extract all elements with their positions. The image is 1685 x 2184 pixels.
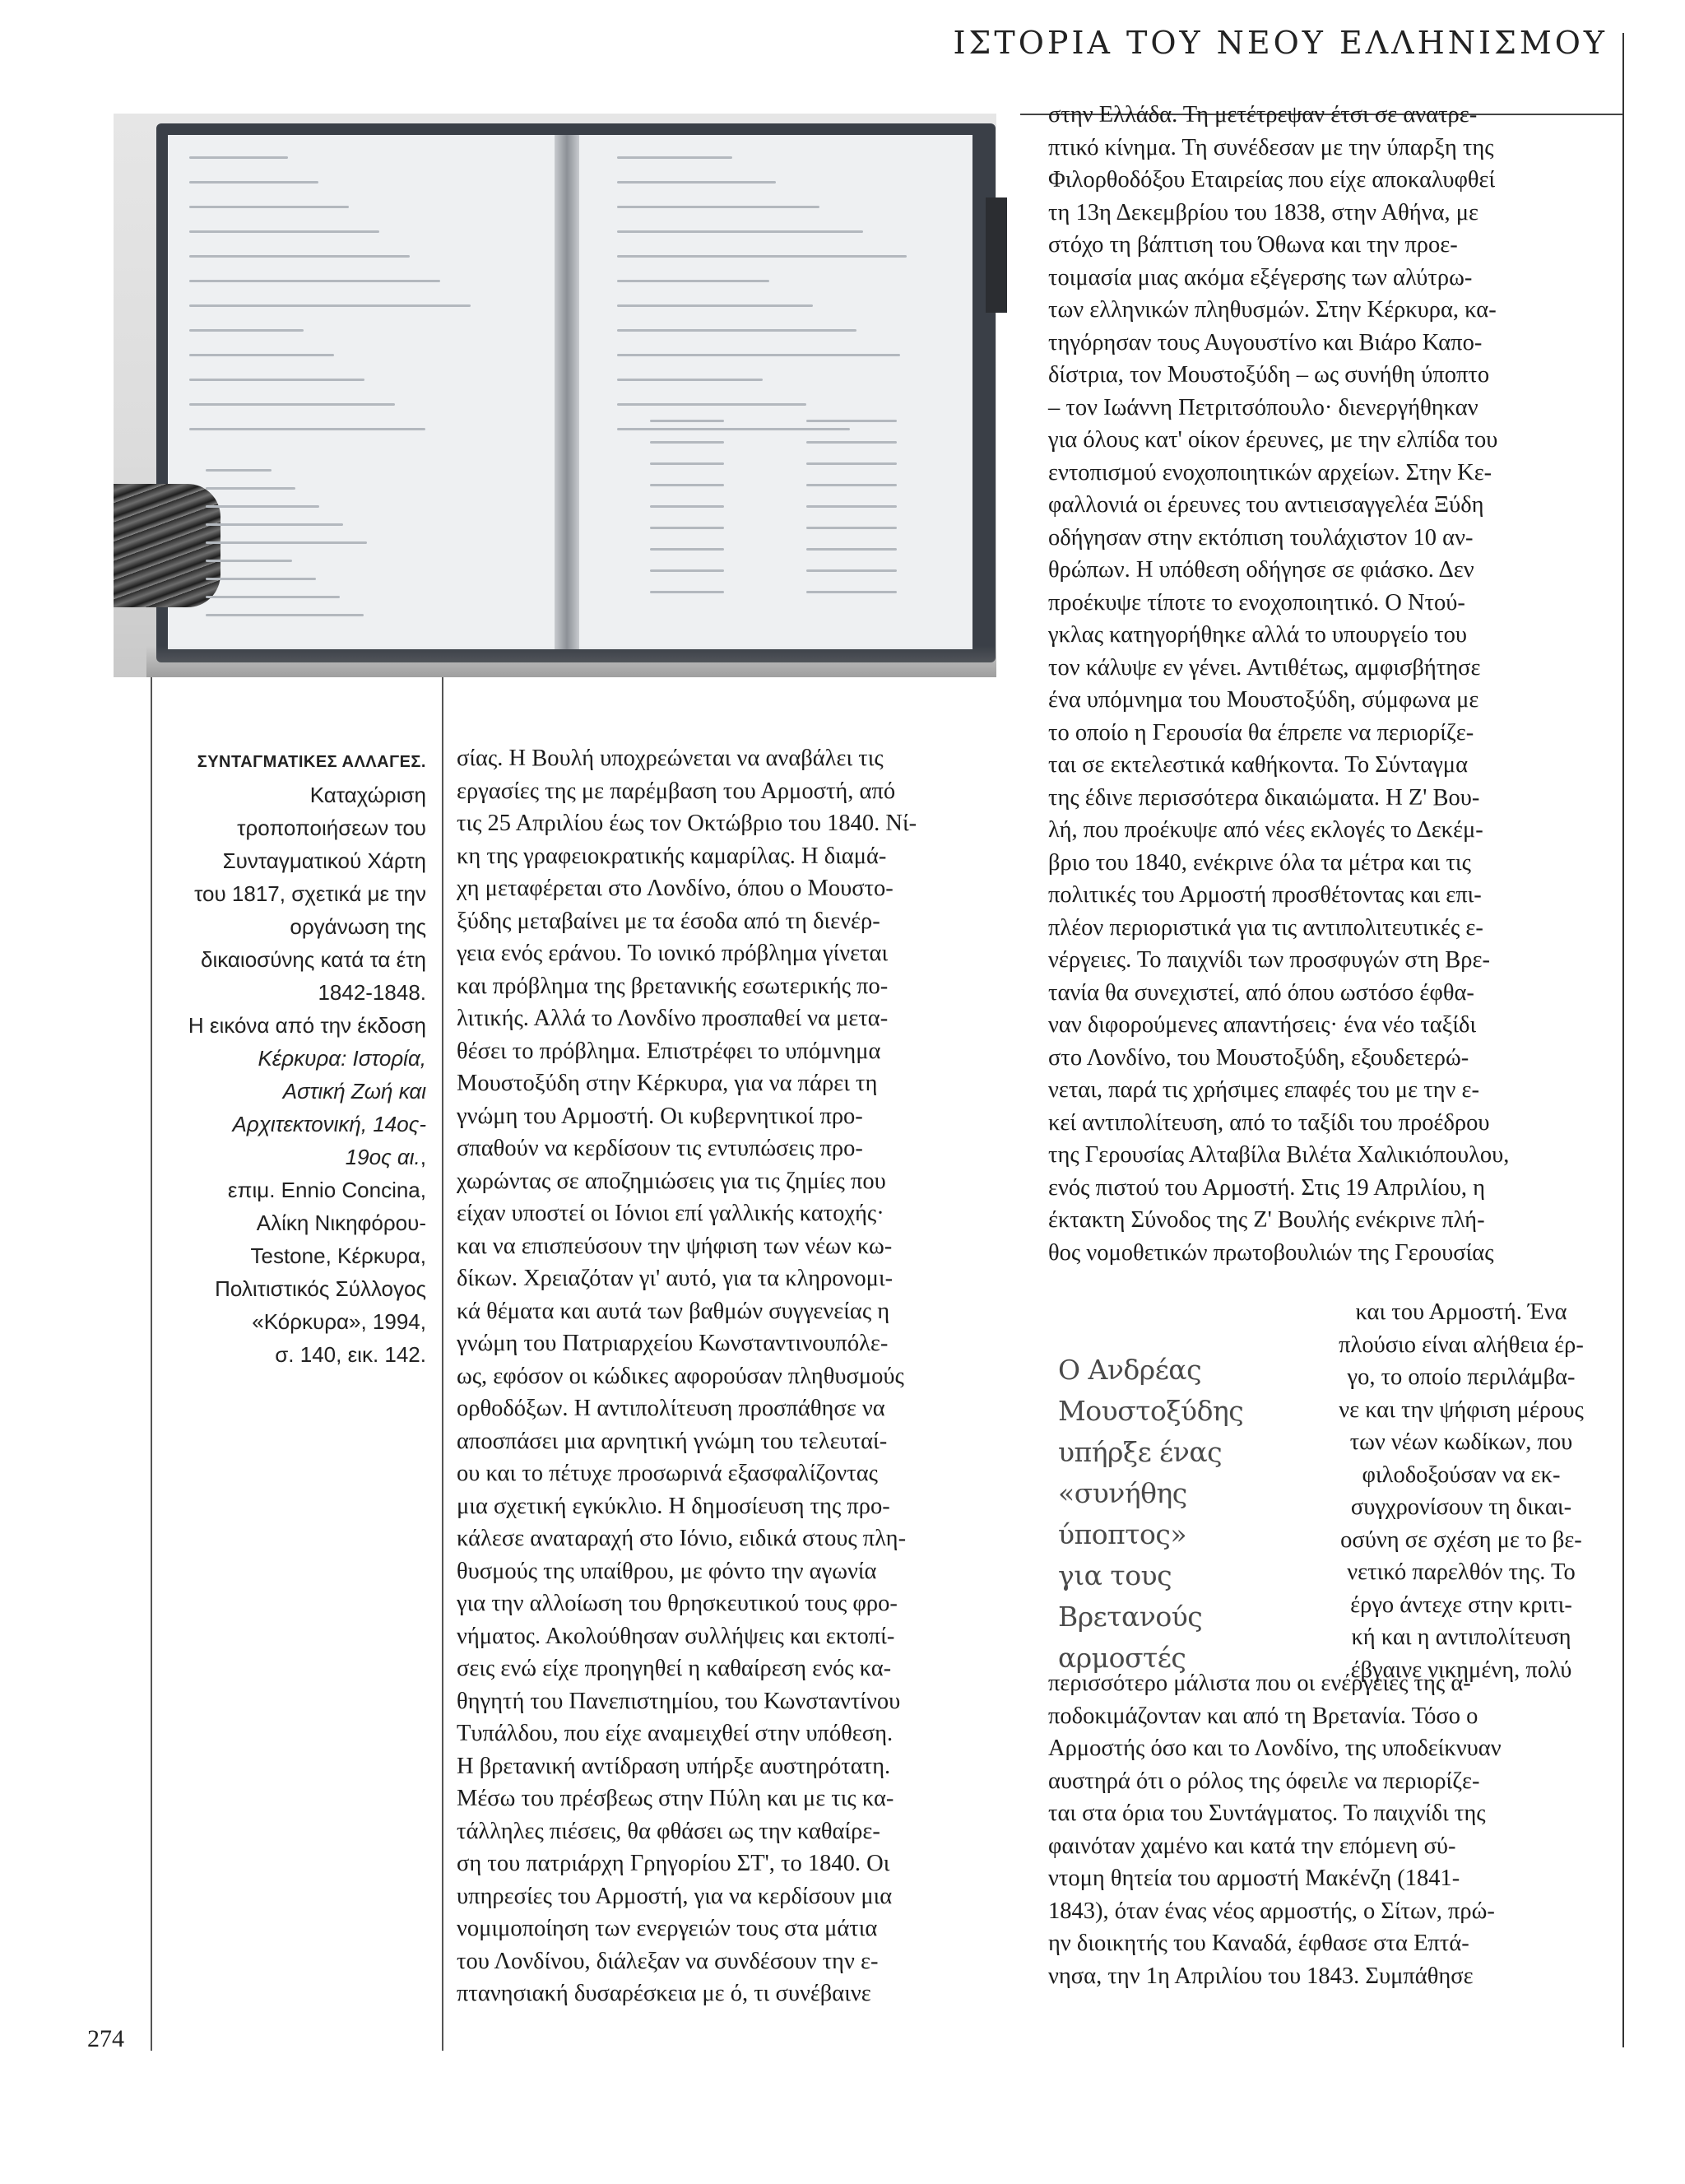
body-text-line: νεται, παρά τις χρήσιμες επαφές του με την ε- xyxy=(1048,1077,1480,1103)
body-text-line: ορθοδόξων. Η αντιπολίτευση προσπάθησε να xyxy=(457,1396,885,1421)
body-text-line: Τυπάλδου, που είχε αναμειχθεί στην υπόθεση. xyxy=(457,1721,894,1746)
ledger-photograph xyxy=(114,114,996,677)
ledger-right-page xyxy=(579,135,972,649)
body-text-line: νήματος. Ακολούθησαν συλλήψεις και εκτοπί- xyxy=(457,1623,895,1649)
caption-line-text: Πολιτιστικός Σύλλογος xyxy=(215,1276,426,1301)
handwriting-stroke xyxy=(206,614,364,616)
body-text-line: εργασίες της με παρέμβαση του Αρμοστή, από xyxy=(457,778,896,804)
handwriting-stroke xyxy=(650,441,724,444)
caption-line-text: του 1817, σχετικά με την xyxy=(194,881,426,906)
body-text-line: νετικό παρελθόν της. Το xyxy=(1347,1559,1576,1585)
pull-quote-line: Μουστοξύδης xyxy=(1058,1395,1244,1427)
body-column-right-narrow xyxy=(1310,1296,1613,1686)
caption-line-text: «Κόρκυρα», 1994, xyxy=(252,1309,426,1334)
body-text-line: νησα, την 1η Απριλίου του 1843. Συμπάθησε xyxy=(1048,1963,1474,1989)
handwriting-stroke xyxy=(650,548,724,551)
body-text-line: για όλους κατ' οίκον έρευνες, με την ελπίδα του xyxy=(1048,427,1498,453)
caption-line xyxy=(120,1338,426,1371)
body-text-line: για την αλλοίωση του θρησκευτικού τους φρο- xyxy=(457,1591,898,1616)
body-text-line: γο, το οποίο περιλάμβα- xyxy=(1347,1364,1576,1390)
body-text-line: δίκων. Χρειαζόταν γι' αυτό, για τα κληρονομι- xyxy=(457,1266,894,1291)
handwriting-stroke xyxy=(650,462,724,465)
body-text-line: 1843), όταν ένας νέος αρμοστής, ο Σίτων, πρώ- xyxy=(1048,1898,1495,1924)
body-text-line: νε και την ψήφιση μέρους xyxy=(1339,1396,1584,1423)
caption-line-text: τροποποιήσεων του xyxy=(237,816,426,840)
body-text-line: οδήγησαν στην εκτόπιση τουλάχιστον 10 αν- xyxy=(1048,524,1474,551)
body-text-line: έργο άντεχε στην κριτι- xyxy=(1350,1592,1572,1618)
caption-line-text: οργάνωση της xyxy=(290,914,426,939)
caption-line xyxy=(120,1305,426,1338)
body-text-line: αποσπάσει μια αρνητική γνώμη του τελευταί- xyxy=(457,1428,888,1454)
body-text-line: σεις ενώ είχε προηγηθεί η καθαίρεση ενός κα- xyxy=(457,1656,892,1681)
body-text-line: – τον Ιωάννη Πετριτσόπουλο· διενεργήθηκαν xyxy=(1048,394,1478,421)
body-text-line: τανία θα συνεχιστεί, από όπου ωστόσο έφθα- xyxy=(1048,979,1474,1006)
handwriting-stroke xyxy=(206,560,292,562)
handwriting-stroke xyxy=(617,255,907,258)
handwriting-stroke xyxy=(189,329,304,332)
handwriting-stroke xyxy=(189,156,288,159)
pull-quote-line: για τους xyxy=(1058,1559,1172,1592)
body-text-line: φιλοδοξούσαν να εκ- xyxy=(1362,1461,1561,1488)
body-text-line: νέργειες. Το παιχνίδι των προσφυγών στη Βρε- xyxy=(1048,947,1490,973)
body-text-line: κή και η αντιπολίτευση xyxy=(1351,1624,1571,1650)
caption-source-title: Αρχιτεκτονική, 14ος- xyxy=(232,1112,426,1136)
handwriting-stroke xyxy=(806,441,897,444)
handwriting-stroke xyxy=(617,329,856,332)
body-text-line: ται στα όρια του Συντάγματος. Το παιχνίδι της xyxy=(1048,1801,1486,1826)
body-column-right-bottom xyxy=(1048,1667,1613,1992)
handwriting-stroke xyxy=(617,354,900,356)
column-rule-right xyxy=(1622,33,1624,2047)
caption-punctuation: , xyxy=(420,1145,426,1169)
caption-line-text: Αλίκη Νικηφόρου- xyxy=(256,1210,426,1235)
body-text-line: πλέον περιοριστικά για τις αντιπολιτευτικές ε- xyxy=(1048,914,1483,941)
body-text-line: δίστρια, τον Μουστοξύδη – ως συνήθη ύποπτο xyxy=(1048,362,1490,388)
ledger-spine-tab xyxy=(986,197,1007,313)
body-text-line: ποδοκιμάζονταν και από τη Βρετανία. Τόσο ο xyxy=(1048,1703,1478,1729)
caption-line xyxy=(120,1173,426,1206)
handwriting-stroke xyxy=(650,569,724,572)
body-text-line: φαλλονιά οι έρευνες του αντιεισαγγελέα Ξύδη xyxy=(1048,492,1484,518)
caption-line xyxy=(120,943,426,976)
ledger-left-page xyxy=(168,135,555,649)
handwriting-stroke xyxy=(806,548,897,551)
body-text-line: νομιμοποίηση των ενεργειών τους στα μάτια xyxy=(457,1916,878,1941)
body-text-line: Μουστοξύδη στην Κέρκυρα, για να πάρει τη xyxy=(457,1071,878,1096)
body-text-line: πλούσιο είναι αλήθεια έρ- xyxy=(1339,1331,1584,1358)
handwriting-stroke xyxy=(617,230,863,233)
body-text-line: συγχρονίσουν τη δικαι- xyxy=(1350,1494,1572,1520)
body-text-line: των ελληνικών πληθυσμών. Στην Κέρκυρα, κα- xyxy=(1048,297,1497,323)
body-text-line: ναν διφορούμενες απαντήσεις· ένα νέο ταξίδι xyxy=(1048,1012,1477,1038)
body-text-line: βριο του 1840, ενέκρινε όλα τα μέτρα και τις xyxy=(1048,849,1471,876)
caption-line-text: 1842-1848. xyxy=(318,980,426,1005)
body-text-line: το οποίο η Γερουσία θα έπρεπε να περιορίζε- xyxy=(1048,719,1474,746)
caption-line xyxy=(120,976,426,1009)
handwriting-stroke xyxy=(806,591,897,593)
body-text-line: χωρώντας σε αποζημιώσεις για τις ζημίες που xyxy=(457,1168,886,1194)
handwriting-stroke xyxy=(189,304,471,307)
body-text-line: έκτακτη Σύνοδος της Ζ' Βουλής ενέκρινε πλή- xyxy=(1048,1207,1485,1233)
body-text-line: αυστηρά ότι ο ρόλος της όφειλε να περιορίζε- xyxy=(1048,1768,1480,1794)
body-text-line: χη μεταφέρεται στο Λονδίνο, όπου ο Μουστο- xyxy=(457,876,894,901)
body-text-line: σίας. Η Βουλή υποχρεώνεται να αναβάλει τις xyxy=(457,746,884,771)
body-text-line: τον κάλυψε εν γένει. Αντιθέτως, αμφισβήτησε xyxy=(1048,654,1481,681)
body-text-line: τη 13η Δεκεμβρίου του 1838, στην Αθήνα, με xyxy=(1048,199,1479,225)
body-text-line: μια σχετική εγκύκλιο. Η δημοσίευση της προ- xyxy=(457,1493,890,1519)
handwriting-stroke xyxy=(189,255,410,258)
caption-line-text: Η εικόνα από την έκδοση xyxy=(188,1013,426,1038)
body-text-line: κη της γραφειοκρατικής καμαρίλας. Η διαμά- xyxy=(457,843,887,869)
handwriting-stroke xyxy=(650,484,724,486)
handwriting-stroke xyxy=(650,527,724,529)
caption-line xyxy=(120,1108,426,1141)
caption-line-text: επιμ. Ennio Concina, xyxy=(227,1178,426,1202)
body-text-line: Αρμοστής όσο και το Λονδίνο, της υποδείκνυαν xyxy=(1048,1736,1502,1761)
caption-line-text: Καταχώριση xyxy=(309,783,426,807)
body-text-line: λή, που προέκυψε από νέες εκλογές το Δεκέμ- xyxy=(1048,817,1483,843)
caption-line xyxy=(120,844,426,877)
body-text-line: ση του πατριάρχη Γρηγορίου ΣΤ', το 1840. Οι xyxy=(457,1851,890,1876)
handwriting-stroke xyxy=(806,484,897,486)
handwriting-stroke xyxy=(617,379,763,381)
caption-line xyxy=(120,1009,426,1042)
body-text-line: ενός πιστού του Αρμοστή. Στις 19 Απριλίου, η xyxy=(1048,1174,1486,1201)
body-text-line: ένα υπόμνημα του Μουστοξύδη, σύμφωνα με xyxy=(1048,687,1479,713)
body-text-line: θυσμούς της υπαίθρου, με φόντο την αγωνία xyxy=(457,1558,877,1584)
body-text-line: θέσει το πρόβλημα. Επιστρέφει το υπόμνημα xyxy=(457,1038,881,1064)
caption-source-title: Κέρκυρα: Ιστορία, xyxy=(258,1046,426,1071)
caption-line-text: Συνταγματικού Χάρτη xyxy=(222,848,426,873)
handwriting-stroke xyxy=(806,527,897,529)
pull-quote-line: ύποπτος» xyxy=(1058,1518,1187,1550)
body-text-line: ην διοικητής του Καναδά, έφθασε στα Επτά- xyxy=(1048,1931,1469,1956)
handwriting-stroke xyxy=(189,280,440,282)
body-text-line: περισσότερο μάλιστα που οι ενέργειες της α- xyxy=(1048,1671,1471,1696)
body-text-line: έβγαινε νικημένη, πολύ xyxy=(1350,1657,1572,1683)
body-column-right-top xyxy=(1048,99,1613,1269)
body-text-line: στο Λονδίνο, του Μουστοξύδη, εξουδετερώ- xyxy=(1048,1044,1469,1071)
caption-line xyxy=(120,1206,426,1239)
pull-quote-line: Ο Ανδρέας xyxy=(1058,1354,1202,1386)
handwriting-stroke xyxy=(206,469,272,472)
body-text-line: πολιτικές του Αρμοστή προσθέτοντας και επι- xyxy=(1048,882,1482,908)
handwriting-stroke xyxy=(650,505,724,508)
handwriting-stroke xyxy=(189,428,425,430)
pull-quote-line: Βρετανούς xyxy=(1058,1601,1203,1633)
page-number: 274 xyxy=(87,2025,124,2052)
caption-source-title: 19ος αι. xyxy=(345,1145,420,1169)
body-column-middle xyxy=(457,742,1023,2010)
handwriting-stroke xyxy=(189,354,334,356)
body-text-line: γνώμη του Πατριαρχείου Κωνσταντινουπόλε- xyxy=(457,1331,889,1356)
caption-text xyxy=(120,778,426,1371)
open-ledger-book xyxy=(156,123,996,662)
body-text-line: τηγόρησαν τους Αυγουστίνο και Βιάρο Καπο- xyxy=(1048,329,1483,355)
handwriting-stroke xyxy=(617,304,813,307)
body-text-line: και πρόβλημα της βρετανικής εσωτερικής πο- xyxy=(457,973,889,999)
caption-line-text: Testone, Κέρκυρα, xyxy=(250,1243,426,1268)
body-text-line: στην Ελλάδα. Τη μετέτρεψαν έτσι σε ανατρε- xyxy=(1048,102,1478,128)
body-text-line: τις 25 Απριλίου έως τον Οκτώβριο του 1840. Νί- xyxy=(457,811,917,836)
caption-line xyxy=(120,877,426,910)
handwriting-stroke xyxy=(206,505,319,508)
handwriting-stroke xyxy=(650,591,724,593)
handwriting-stroke xyxy=(806,505,897,508)
handwriting-stroke xyxy=(617,428,850,430)
caption-line xyxy=(120,910,426,943)
caption-source-title: Αστική Ζωή και xyxy=(282,1079,426,1104)
handwriting-stroke xyxy=(617,403,806,406)
body-text-line: Μέσω του πρέσβεως στην Πύλη και με τις κα- xyxy=(457,1786,894,1811)
handwriting-stroke xyxy=(617,280,769,282)
caption-line xyxy=(120,1075,426,1108)
body-text-line: και του Αρμοστή. Ένα xyxy=(1355,1299,1567,1325)
body-text-line: του Λονδίνου, διάλεξαν να συνδέσουν την ε- xyxy=(457,1948,879,1974)
body-text-line: ξύδης μεταβαίνει με τα έσοδα από τη διενέρ- xyxy=(457,908,880,934)
body-text-line: ντομη θητεία του αρμοστή Μακένζη (1841- xyxy=(1048,1866,1460,1891)
body-text-line: θρώπων. Η υπόθεση οδήγησε σε φιάσκο. Δεν xyxy=(1048,557,1474,583)
body-text-line: της Γερουσίας Αλταβίλα Βιλέτα Χαλικιόπουλου, xyxy=(1048,1142,1510,1168)
body-text-line: και να επισπεύσουν την ψήφιση των νέων κω- xyxy=(457,1233,893,1259)
body-text-line: τάλληλες πιέσεις, θα φθάσει ως την καθαίρε- xyxy=(457,1818,880,1844)
body-text-line: ως, εφόσον οι κώδικες αφορούσαν πληθυσμούς xyxy=(457,1363,904,1389)
body-text-line: υπηρεσίες του Αρμοστή, για να κερδίσουν μια xyxy=(457,1883,893,1909)
body-text-line: ται σε εκτελεστικά καθήκοντα. Το Σύνταγμα xyxy=(1048,752,1469,778)
body-text-line: σπαθούν να κερδίσουν τις εντυπώσεις προ- xyxy=(457,1136,863,1161)
body-text-line: πτικό κίνημα. Τη συνέδεσαν με την ύπαρξη της xyxy=(1048,134,1494,160)
pull-quote-line: «συνήθης xyxy=(1058,1477,1187,1509)
body-text-line: πτανησιακή δυσαρέσκεια με ό, τι συνέβαινε xyxy=(457,1981,871,2006)
body-text-line: της έδινε περισσότερα δικαιώματα. Η Ζ' Βου- xyxy=(1048,784,1480,811)
handwriting-stroke xyxy=(206,523,343,526)
handwriting-stroke xyxy=(189,230,379,233)
column-rule-middle xyxy=(442,676,443,2051)
handwriting-stroke xyxy=(189,403,395,406)
caption-line xyxy=(120,1239,426,1272)
body-text-line: προέκυψε τίποτε το ενοχοποιητικό. Ο Ντού- xyxy=(1048,589,1465,616)
body-text-line: κά θέματα και αυτά των βαθμών συγγενείας η xyxy=(457,1298,890,1324)
body-text-line: θος νομοθετικών πρωτοβουλιών της Γερουσίας xyxy=(1048,1239,1494,1266)
body-text-line: των νέων κωδίκων, που xyxy=(1349,1429,1573,1455)
handwriting-stroke xyxy=(617,206,819,208)
pull-quote-line: αρμοστές xyxy=(1058,1642,1186,1674)
caption-title: ΣΥΝΤΑΓΜΑΤΙΚΕΣ ΑΛΛΑΓΕΣ. xyxy=(197,753,426,771)
handwriting-stroke xyxy=(206,596,340,598)
body-text-line: ου και το πέτυχε προσωρινά εξασφαλίζοντας xyxy=(457,1461,878,1486)
handwriting-stroke xyxy=(206,487,295,490)
handwriting-stroke xyxy=(806,462,897,465)
ledger-gutter xyxy=(555,135,579,649)
handwriting-stroke xyxy=(650,420,724,422)
handwriting-stroke xyxy=(189,379,364,381)
body-text-line: γνώμη του Αρμοστή. Οι κυβερνητικοί προ- xyxy=(457,1103,863,1129)
handwriting-stroke xyxy=(206,578,316,580)
caption-line xyxy=(120,1042,426,1075)
caption-line xyxy=(120,811,426,844)
marbled-cover-edge xyxy=(114,484,220,607)
photo-shadow xyxy=(146,646,996,677)
handwriting-stroke xyxy=(189,206,349,208)
body-text-line: λιτικής. Αλλά το Λονδίνο προσπαθεί να μετα- xyxy=(457,1006,889,1031)
handwriting-stroke xyxy=(617,181,776,184)
caption-line-text: δικαιοσύνης κατά τα έτη xyxy=(200,947,426,972)
pull-quote-line: υπήρξε ένας xyxy=(1058,1436,1223,1468)
body-text-line: Φιλορθοδόξου Εταιρείας που είχε αποκαλυφθεί xyxy=(1048,167,1496,193)
body-text-line: εντοπισμού ενοχοποιητικών αρχείων. Στην Κε- xyxy=(1048,459,1492,486)
body-text-line: φαινόταν χαμένο και κατά την επόμενη σύ- xyxy=(1048,1833,1456,1859)
pull-quote xyxy=(1058,1350,1297,1679)
caption-line xyxy=(120,778,426,811)
body-text-line: κεί αντιπολίτευση, από το ταξίδι του προέδρου xyxy=(1048,1109,1490,1136)
handwriting-stroke xyxy=(617,156,732,159)
caption-line xyxy=(120,1141,426,1173)
body-text-line: γκλας κατηγορήθηκε αλλά το υπουργείο του xyxy=(1048,622,1467,648)
handwriting-stroke xyxy=(206,541,367,544)
handwriting-stroke xyxy=(806,569,897,572)
caption-line xyxy=(120,1272,426,1305)
body-text-line: θηγητή του Πανεπιστημίου, του Κωνσταντίνου xyxy=(457,1688,901,1714)
handwriting-stroke xyxy=(189,181,318,184)
body-text-line: οσύνη σε σχέση με το βε- xyxy=(1340,1526,1582,1553)
body-text-line: είχαν υποστεί οι Ιόνιοι επί γαλλικής κατοχής· xyxy=(457,1201,884,1226)
figure-caption xyxy=(120,746,426,1371)
running-head: ΙΣΤΟΡΙΑ ΤΟΥ ΝΕΟΥ ΕΛΛΗΝΙΣΜΟΥ xyxy=(953,25,1608,61)
body-text-line: στόχο τη βάπτιση του Όθωνα και την προε- xyxy=(1048,232,1458,258)
body-text-line: τοιμασία μιας ακόμα εξέγερσης των αλύτρω- xyxy=(1048,264,1473,290)
body-text-line: κάλεσε αναταραχή στο Ιόνιο, ειδικά στους πλη- xyxy=(457,1526,907,1551)
body-text-line: γεια ενός εράνου. Το ιονικό πρόβλημα γίνεται xyxy=(457,941,889,966)
handwriting-stroke xyxy=(806,420,897,422)
caption-line-text: σ. 140, εικ. 142. xyxy=(275,1342,426,1367)
body-text-line: Η βρετανική αντίδραση υπήρξε αυστηρότατη. xyxy=(457,1753,891,1779)
